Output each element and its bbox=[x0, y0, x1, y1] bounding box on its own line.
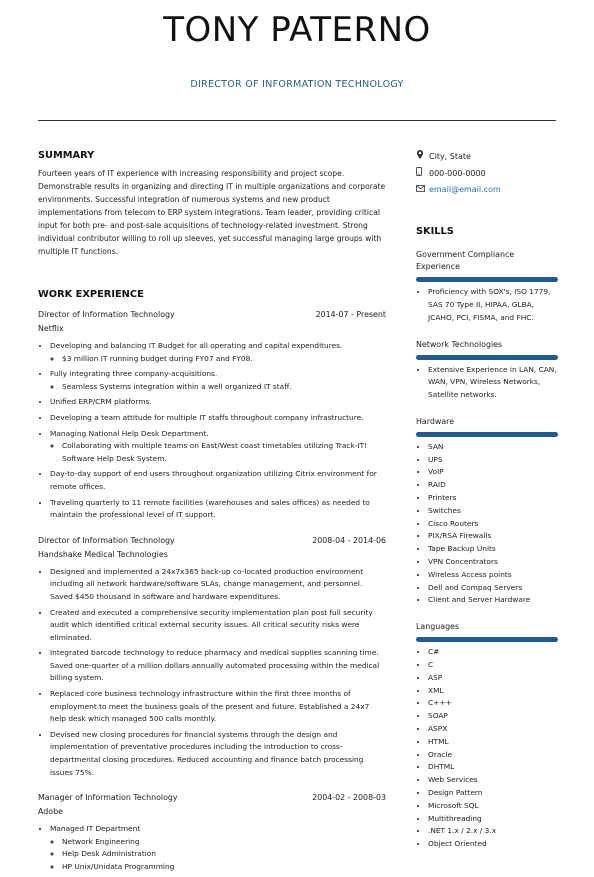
contact-phone bbox=[416, 166, 558, 183]
address-text: City, State bbox=[429, 152, 471, 161]
skill-item: • ASP bbox=[428, 672, 558, 685]
skill-item: • Switches bbox=[428, 505, 558, 518]
skill-items bbox=[416, 364, 558, 402]
experience-section bbox=[38, 289, 386, 874]
skill-item: • SOAP bbox=[428, 710, 558, 723]
job-bullets bbox=[38, 823, 386, 873]
job-bullets bbox=[38, 340, 386, 522]
job-dates: 2014-07 - Present bbox=[315, 310, 386, 319]
skill-level-track bbox=[416, 277, 558, 282]
job-dates: 2004-02 - 2008-03 bbox=[312, 793, 386, 803]
skill-category bbox=[416, 621, 558, 851]
skills-section bbox=[416, 226, 558, 851]
job-sub-bullet: ◦ Network Engineering bbox=[62, 836, 386, 849]
job-title: Manager of Information Technology bbox=[38, 793, 178, 803]
skill-item: • Client and Server Hardware bbox=[428, 594, 558, 607]
job-company: Handshake Medical Technologies bbox=[38, 549, 168, 559]
job-bullet-text: Day-to-day support of end users throughout organization utilizing Citrix environment for remote offices. bbox=[50, 469, 377, 491]
job-entry bbox=[38, 308, 386, 522]
job-list bbox=[38, 308, 386, 874]
job-sub-bullet: ◦ $3 million IT running budget during FY07 and FY08. bbox=[62, 353, 386, 366]
skill-item: • DHTML bbox=[428, 761, 558, 774]
skill-item: • XML bbox=[428, 685, 558, 698]
skill-item: • VPN Concentrators bbox=[428, 556, 558, 569]
skill-item: • ASPX bbox=[428, 723, 558, 736]
skill-item: • PIX/RSA Firewalls bbox=[428, 530, 558, 543]
skill-level-bar bbox=[416, 277, 558, 282]
job-bullet-text: Fully integrating three company-acquisitions. bbox=[50, 369, 218, 379]
summary-heading: SUMMARY bbox=[38, 150, 95, 161]
job-bullet-text: Created and executed a comprehensive security implementation plan post full security audit which identified critical external security issues. All critical security risks were eliminated. bbox=[50, 607, 373, 642]
skill-level-track bbox=[416, 637, 558, 642]
job-bullet-text: Managing National Help Desk Department. bbox=[50, 428, 209, 438]
skill-level-track bbox=[416, 355, 558, 360]
skill-item: • HTML bbox=[428, 736, 558, 749]
job-bullet-text: Traveling quarterly to 11 remote facilities (warehouses and sales offices) as needed to maintain the professional level of IT support. bbox=[50, 497, 370, 520]
job-bullet bbox=[50, 688, 386, 726]
job-sub-bullets bbox=[50, 381, 386, 394]
skill-list bbox=[416, 249, 558, 851]
envelope-icon bbox=[416, 182, 429, 199]
job-sub-bullet: ◦ Help Desk Administration bbox=[62, 848, 386, 861]
skill-item: • Wireless Access points bbox=[428, 569, 558, 582]
phone-text: 000-000-0000 bbox=[429, 168, 486, 178]
job-sub-bullet: ◦ Seamless Systems integration within a well organized IT staff. bbox=[62, 381, 386, 394]
job-bullet-text: Unified ERP/CRM platforms. bbox=[50, 397, 152, 407]
skill-item: • Tape Backup Units bbox=[428, 543, 558, 556]
job-title: Director of Information Technology bbox=[38, 535, 175, 545]
contact-email[interactable] bbox=[416, 182, 558, 199]
job-sub-bullets bbox=[50, 440, 386, 465]
skill-item: • Multithreading bbox=[428, 813, 558, 826]
job-bullet-text: Developing and balancing IT Budget for all operating and capital expenditures. bbox=[50, 341, 343, 350]
summary-section bbox=[38, 150, 386, 258]
job-sub-bullets bbox=[50, 836, 386, 874]
sidebar-column bbox=[416, 150, 558, 851]
job-bullet bbox=[50, 729, 386, 779]
job-bullet-text: Managed IT Department bbox=[50, 824, 141, 834]
skill-items bbox=[416, 646, 558, 851]
job-bullet-text: Integrated barcode technology to reduce pharmacy and medical supplies scanning time. Saved one-quarter of a million dollars annually automated processing within the medical billing system. bbox=[50, 648, 380, 683]
skill-item: • Object Oriented bbox=[428, 838, 558, 851]
email-link[interactable]: email@email.com bbox=[429, 185, 501, 195]
job-sub-bullet: ◦ HP Unix/Unidata Programming bbox=[62, 861, 386, 874]
phone-icon bbox=[416, 166, 429, 183]
skill-category-name: Government Compliance Experience bbox=[416, 250, 515, 272]
header-divider bbox=[38, 120, 556, 121]
candidate-name: TONY PATERNO bbox=[163, 10, 431, 50]
skill-category bbox=[416, 249, 558, 324]
job-bullet bbox=[50, 340, 386, 365]
skill-item: • VoIP bbox=[428, 466, 558, 479]
job-bullet-text: Designed and implemented a 24x7x365 back-up co-located production environment including all network hardware/software SLAs, change management, and personnel. Saved $450 thousand in software and hardware expenditures. bbox=[50, 566, 364, 601]
skill-items bbox=[416, 441, 558, 607]
main-column bbox=[38, 150, 386, 877]
skill-item: • Proficiency with SOX's, ISO 1779, SAS 70 Type II, HIPAA, GLBA, JCAHO, PCI, FISMA, and FHC. bbox=[428, 286, 558, 324]
job-bullet bbox=[50, 428, 386, 466]
skill-item: • Oracle bbox=[428, 749, 558, 762]
job-company: Adobe bbox=[38, 807, 63, 817]
job-bullet bbox=[50, 396, 386, 409]
job-bullet bbox=[50, 607, 386, 645]
job-bullet bbox=[50, 468, 386, 493]
skill-item: • C bbox=[428, 659, 558, 672]
job-bullet-text: Developing a team attitude for multiple IT staffs throughout company infrastructure. bbox=[50, 412, 364, 422]
skill-level-bar bbox=[416, 432, 558, 437]
skill-items bbox=[416, 286, 558, 324]
job-header bbox=[38, 308, 386, 322]
job-bullet bbox=[50, 497, 386, 522]
summary-text: Fourteen years of IT experience with increasing responsibility and project scope. Demonstrable results in organizing and directing IT in multiple organizations and corporate environments. Successful integration of numerous systems and new product implementations from telecom to ERP system integrations. Team leader, providing critical input for both pre- and post-sale acquisitions of technology-related investment. Strong individual contributor willing to roll up sleeves, yet successful managing large groups with multiple IT functions. bbox=[38, 169, 386, 256]
skill-category bbox=[416, 339, 558, 402]
contact-block bbox=[416, 149, 558, 199]
job-bullet-text: Devised new closing procedures for financial systems through the design and implementation of preventative procedures including the introduction to cross-departmental closing procedures. Reduced accounting and finance batch processing issues 75%. bbox=[50, 729, 364, 777]
job-header bbox=[38, 791, 386, 805]
job-header bbox=[38, 534, 386, 548]
job-bullet bbox=[50, 412, 386, 425]
job-dates: 2008-04 - 2014-06 bbox=[312, 535, 386, 545]
contact-address bbox=[416, 149, 558, 166]
job-bullet bbox=[50, 823, 386, 873]
skill-item: • Cisco Routers bbox=[428, 518, 558, 531]
skill-level-track bbox=[416, 432, 558, 437]
skill-item: • Dell and Compaq Servers bbox=[428, 582, 558, 595]
job-sub-bullets bbox=[50, 353, 386, 366]
skill-item: • Web Services bbox=[428, 774, 558, 787]
job-bullets bbox=[38, 566, 386, 780]
skill-item: • Microsoft SQL bbox=[428, 800, 558, 813]
job-bullet bbox=[50, 566, 386, 604]
map-pin-icon bbox=[416, 149, 429, 166]
job-entry bbox=[38, 791, 386, 873]
candidate-role: DIRECTOR OF INFORMATION TECHNOLOGY bbox=[190, 79, 404, 90]
skill-category-name: Languages bbox=[416, 622, 460, 632]
skill-item: • Extensive Experience in LAN, CAN, WAN, VPN, Wireless Networks, Satellite networks. bbox=[428, 364, 558, 402]
job-bullet-text: Replaced core business technology infrastructure within the first three months of employment to meet the business goals of the present and future. Established a 24x7 help desk which managed 500 calls monthly. bbox=[50, 689, 370, 724]
job-title: Director of Information Technology bbox=[38, 310, 175, 319]
skill-level-bar bbox=[416, 355, 558, 360]
job-company: Netflix bbox=[38, 324, 64, 333]
job-bullet bbox=[50, 368, 386, 393]
skill-item: • RAID bbox=[428, 479, 558, 492]
skill-category bbox=[416, 416, 558, 607]
job-entry bbox=[38, 534, 386, 780]
skills-heading: SKILLS bbox=[416, 226, 454, 238]
skill-item: • .NET 1.x / 2.x / 3.x bbox=[428, 825, 558, 838]
skill-item: • UPS bbox=[428, 454, 558, 467]
skill-item: • Design Pattern bbox=[428, 787, 558, 800]
skill-level-bar bbox=[416, 637, 558, 642]
skill-category-name: Hardware bbox=[416, 416, 455, 426]
skill-item: • Printers bbox=[428, 492, 558, 505]
experience-heading: WORK EXPERIENCE bbox=[38, 289, 144, 300]
skill-item: • C# bbox=[428, 646, 558, 659]
skill-item: • C+++ bbox=[428, 697, 558, 710]
job-sub-bullet: ◦ Collaborating with multiple teams on East/West coast timetables utilizing Track-IT! Software Help Desk System. bbox=[62, 440, 386, 465]
job-bullet bbox=[50, 647, 386, 685]
skill-category-name: Network Technologies bbox=[416, 339, 503, 349]
skill-item: • SAN bbox=[428, 441, 558, 454]
